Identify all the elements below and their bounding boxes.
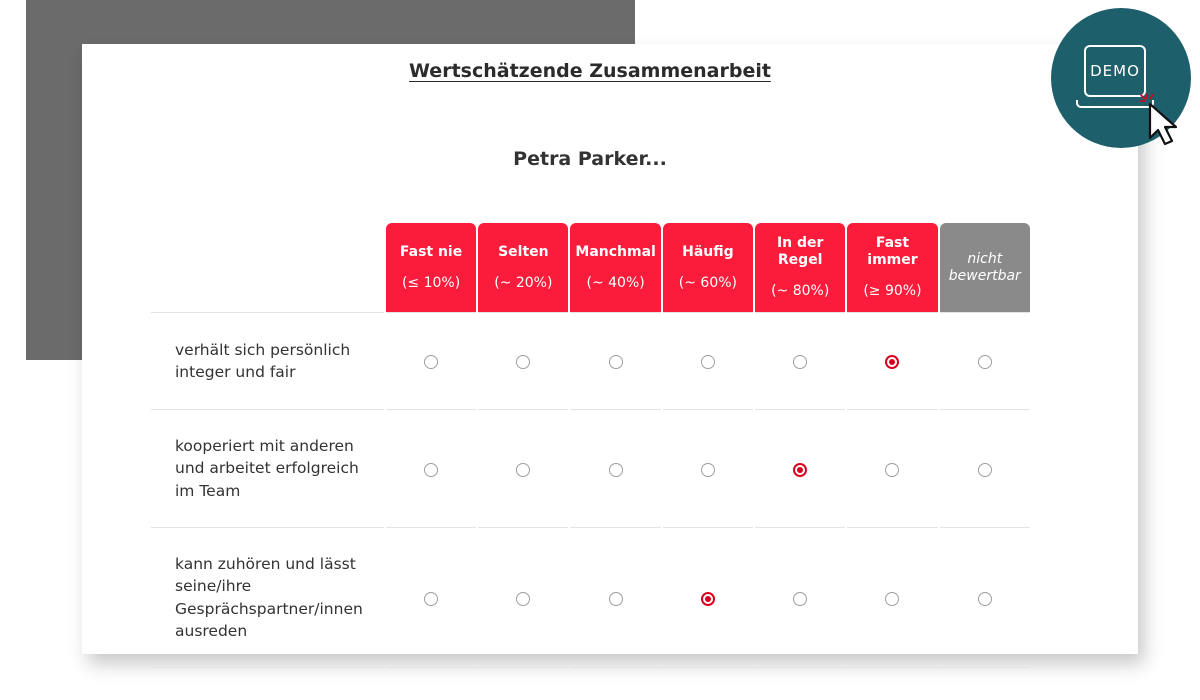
radio-cell — [386, 313, 476, 410]
radio-cell — [755, 528, 845, 668]
radio-cell — [478, 313, 568, 410]
radio-cell — [570, 410, 660, 528]
radio-fast-immer[interactable] — [885, 592, 899, 606]
radio-cell — [663, 410, 753, 528]
column-percent: (~ 40%) — [586, 274, 645, 291]
column-label: nicht bewertbar — [948, 250, 1021, 284]
radio-cell — [663, 528, 753, 668]
column-percent: (~ 20%) — [494, 274, 553, 291]
radio-haeufig[interactable] — [701, 355, 715, 369]
radio-selten[interactable] — [516, 355, 530, 369]
rating-matrix — [149, 223, 1032, 668]
column-label: Selten — [498, 243, 549, 260]
matrix-header-row — [151, 223, 1030, 313]
radio-cell — [478, 528, 568, 668]
column-header-selten — [478, 223, 568, 313]
radio-cell — [570, 313, 660, 410]
radio-cell — [847, 313, 937, 410]
radio-fast-immer[interactable] — [885, 355, 899, 369]
radio-nicht-bewertbar[interactable] — [978, 355, 992, 369]
radio-cell — [755, 410, 845, 528]
radio-cell — [663, 313, 753, 410]
column-label: Fast nie — [399, 243, 463, 260]
column-header-haeufig — [663, 223, 753, 313]
laptop-icon — [1084, 45, 1146, 97]
radio-haeufig[interactable] — [701, 592, 715, 606]
radio-fast-immer[interactable] — [885, 463, 899, 477]
radio-haeufig[interactable] — [701, 463, 715, 477]
statement-text: kann zuhören und lässt seine/ihre Gesprächspartner/innen ausreden — [151, 528, 384, 668]
radio-cell — [386, 528, 476, 668]
statement-row — [151, 313, 1030, 410]
column-header-manchmal — [570, 223, 660, 313]
column-label: Manchmal — [575, 243, 656, 260]
column-percent: (~ 60%) — [678, 274, 738, 291]
radio-cell — [940, 528, 1030, 668]
subject-name: Petra Parker... — [513, 148, 667, 170]
radio-cell — [478, 410, 568, 528]
column-percent: (≤ 10%) — [401, 274, 461, 291]
radio-cell — [570, 528, 660, 668]
radio-in-der-regel[interactable] — [793, 463, 807, 477]
radio-fast-nie[interactable] — [424, 463, 438, 477]
cursor-icon — [1138, 92, 1194, 152]
radio-nicht-bewertbar[interactable] — [978, 592, 992, 606]
column-label: Fast immer — [867, 235, 918, 268]
column-label: In der Regel — [776, 235, 824, 268]
matrix-corner — [151, 223, 384, 313]
statement-text: verhält sich persönlich integer und fair — [151, 313, 384, 410]
radio-manchmal[interactable] — [609, 592, 623, 606]
column-header-fast-nie — [386, 223, 476, 313]
radio-in-der-regel[interactable] — [793, 355, 807, 369]
radio-fast-nie[interactable] — [424, 355, 438, 369]
statement-row — [151, 410, 1030, 528]
survey-card — [82, 44, 1138, 654]
statement-row — [151, 528, 1030, 668]
column-header-nicht-bewertbar — [940, 223, 1030, 313]
radio-manchmal[interactable] — [609, 463, 623, 477]
radio-cell — [386, 410, 476, 528]
column-header-in-der-regel — [755, 223, 845, 313]
radio-manchmal[interactable] — [609, 355, 623, 369]
column-percent: (≥ 90%) — [863, 283, 922, 299]
column-header-fast-immer — [847, 223, 937, 313]
radio-selten[interactable] — [516, 592, 530, 606]
radio-cell — [755, 313, 845, 410]
column-label: Häufig — [682, 243, 734, 260]
demo-label: DEMO — [1090, 62, 1140, 80]
statement-text: kooperiert mit anderen und arbeitet erfolgreich im Team — [151, 410, 384, 528]
radio-cell — [940, 410, 1030, 528]
radio-cell — [940, 313, 1030, 410]
column-percent: (~ 80%) — [771, 283, 830, 299]
radio-selten[interactable] — [516, 463, 530, 477]
radio-cell — [847, 528, 937, 668]
radio-in-der-regel[interactable] — [793, 592, 807, 606]
survey-title: Wertschätzende Zusammenarbeit — [409, 60, 771, 82]
radio-fast-nie[interactable] — [424, 592, 438, 606]
radio-cell — [847, 410, 937, 528]
radio-nicht-bewertbar[interactable] — [978, 463, 992, 477]
